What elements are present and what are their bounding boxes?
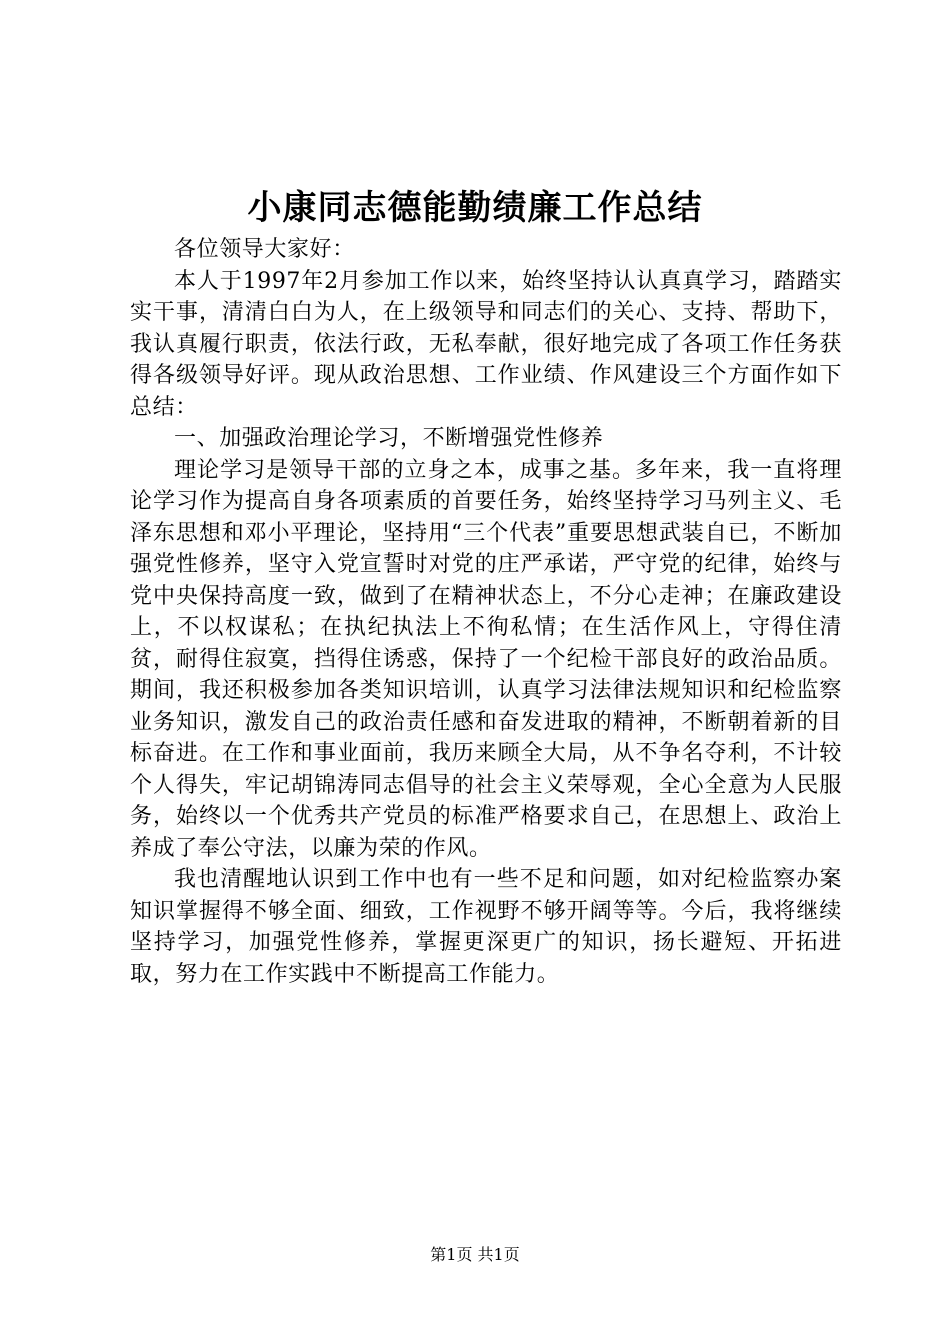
shortcomings-paragraph: 我也清醒地认识到工作中也有一些不足和问题，如对纪检监察办案知识掌握得不够全面、细致，工作视野不够开阔等等。今后，我将继续坚持学习，加强党性修养，掌握更深更广的知识，扬长避短、开拓进取，努力在工作实践中不断提高工作能力。	[130, 867, 842, 987]
greeting-paragraph: 各位领导大家好：	[174, 237, 355, 262]
section-heading: 一、加强政治理论学习，不断增强党性修养	[174, 426, 604, 451]
document-body	[130, 234, 842, 990]
page-number-footer: 第1页 共1页	[430, 1245, 520, 1264]
intro-paragraph: 本人于1997年2月参加工作以来，始终坚持认认真真学习，踏踏实实干事，清清白白为人，在上级领导和同志们的关心、支持、帮助下，我认真履行职责，依法行政，无私奉献，很好地完成了各项工作任务获得各级领导好评。现从政治思想、工作业绩、作风建设三个方面作如下总结：	[130, 268, 842, 420]
theory-study-paragraph: 理论学习是领导干部的立身之本，成事之基。多年来，我一直将理论学习作为提高自身各项素质的首要任务，始终坚持学习马列主义、毛泽东思想和邓小平理论，坚持用“三个代表”重要思想武装自已，不断加强党性修养，坚守入党宣誓时对党的庄严承诺，严守党的纪律，始终与党中央保持高度一致，做到了在精神状态上，不分心走神；在廉政建设上，不以权谋私；在执纪执法上不徇私情；在生活作风上，守得住清贫，耐得住寂寞，挡得住诱惑，保持了一个纪检干部良好的政治品质。期间，我还积极参加各类知识培训，认真学习法律法规知识和纪检监察业务知识，激发自己的政治责任感和奋发进取的精神，不断朝着新的目标奋进。在工作和事业面前，我历来顾全大局，从不争名夺利，不计较个人得失，牢记胡锦涛同志倡导的社会主义荣辱观，全心全意为人民服务，始终以一个优秀共产党员的标准严格要求自己，在思想上、政治上养成了奉公守法，以廉为荣的作风。	[130, 457, 842, 861]
document-title: 小康同志德能勤绩廉工作总结	[247, 188, 703, 228]
